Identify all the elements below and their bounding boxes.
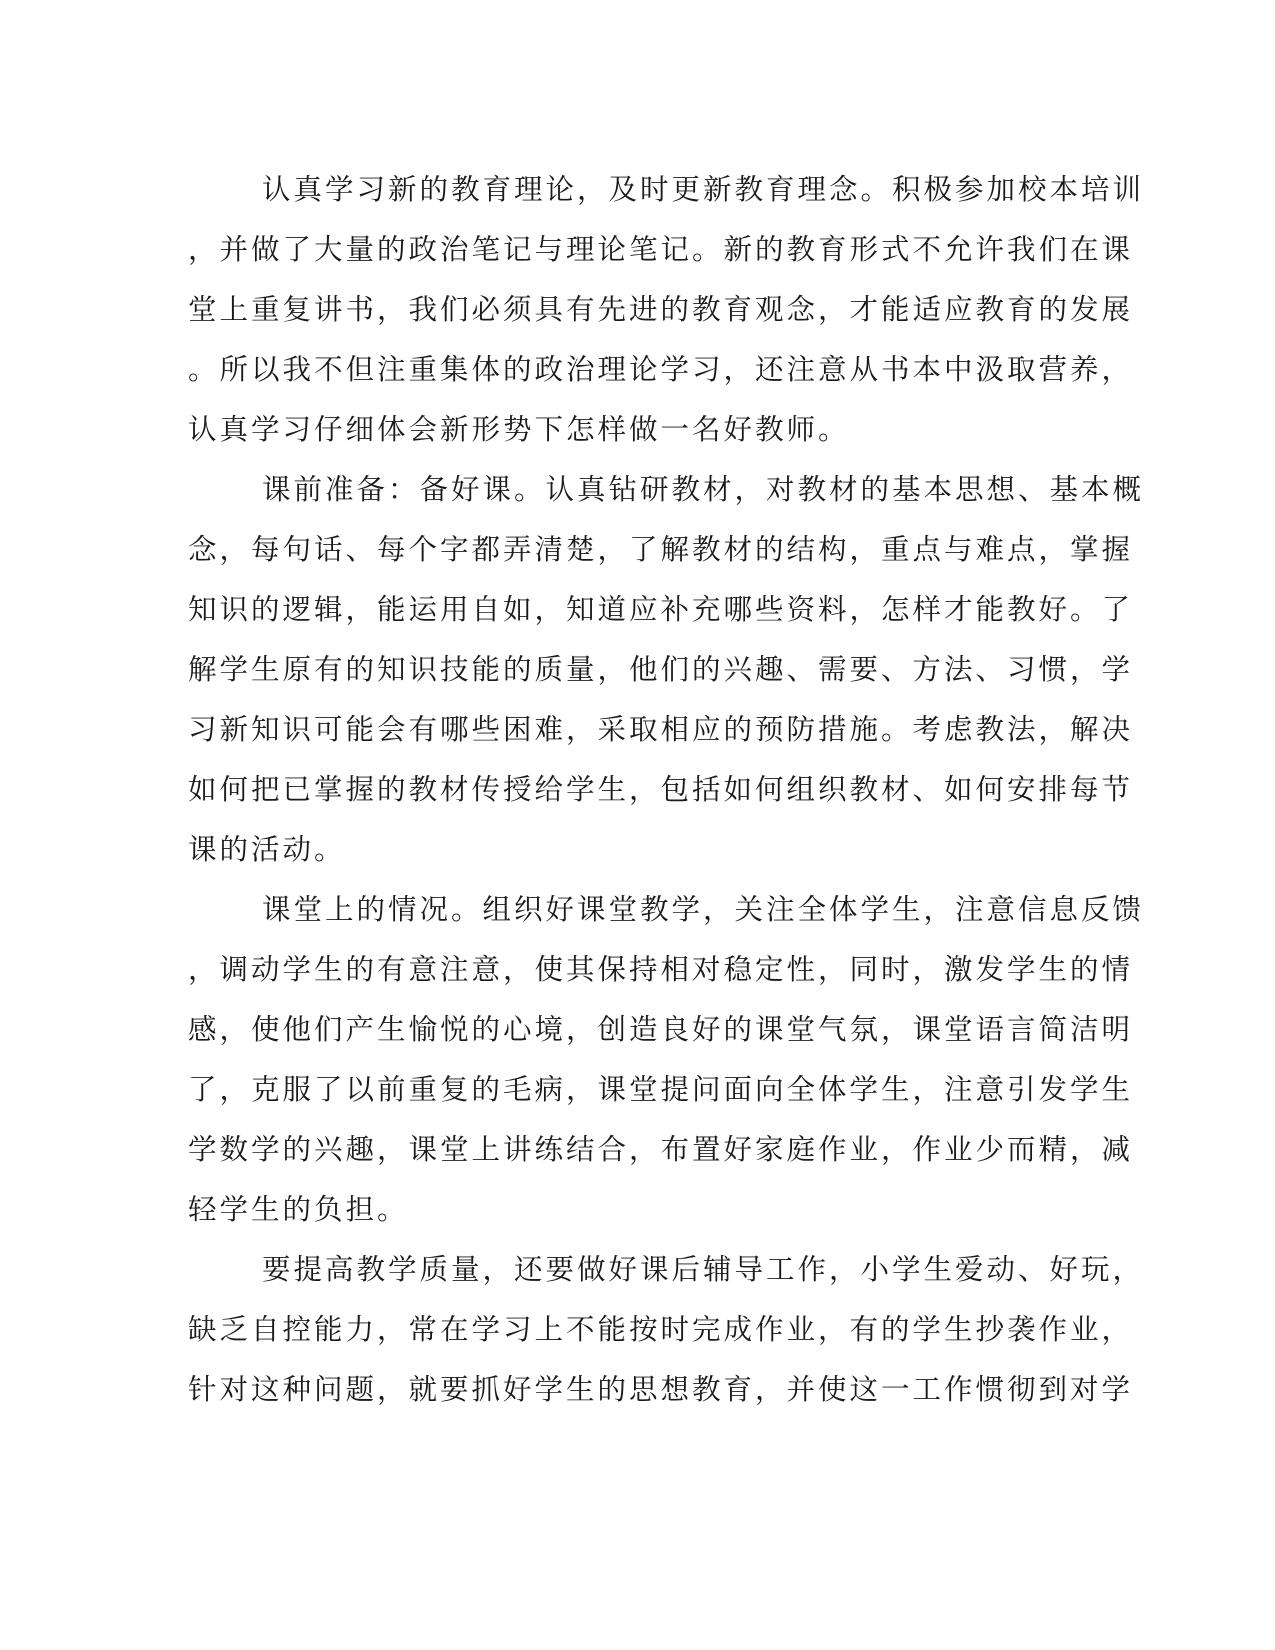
paragraph-line: 要提高教学质量，还要做好课后辅导工作，小学生爱动、好玩，: [262, 1253, 1145, 1286]
paragraph-line: 认真学习新的教育理论，及时更新教育理念。积极参加校本培训: [262, 173, 1145, 206]
paragraph-line: 。所以我不但注重集体的政治理论学习，还注意从书本中汲取营养，: [188, 353, 1134, 386]
paragraph-line: 了，克服了以前重复的毛病，课堂提问面向全体学生，注意引发学生: [188, 1073, 1134, 1106]
paragraph-line: 针对这种问题，就要抓好学生的思想教育，并使这一工作惯彻到对学: [188, 1373, 1134, 1406]
paragraph-line: 堂上重复讲书，我们必须具有先进的教育观念，才能适应教育的发展: [188, 293, 1134, 326]
paragraph-line: 认真学习仔细体会新形势下怎样做一名好教师。: [188, 413, 850, 446]
paragraph-line: 缺乏自控能力，常在学习上不能按时完成作业，有的学生抄袭作业，: [188, 1313, 1134, 1346]
paragraph-study-theory: [188, 160, 1145, 460]
paragraph-line: ，并做了大量的政治笔记与理论笔记。新的教育形式不允许我们在课: [188, 233, 1134, 266]
paragraph-line: 感，使他们产生愉悦的心境，创造良好的课堂气氛，课堂语言简洁明: [188, 1013, 1134, 1046]
paragraph-line: 轻学生的负担。: [188, 1193, 409, 1226]
paragraph-classroom: [188, 880, 1145, 1240]
paragraph-line: 课堂上的情况。组织好课堂教学，关注全体学生，注意信息反馈: [262, 893, 1145, 926]
body-text: [188, 160, 1145, 1420]
paragraph-line: ，调动学生的有意注意，使其保持相对稳定性，同时，激发学生的情: [188, 953, 1134, 986]
paragraph-after-class: [188, 1240, 1145, 1420]
paragraph-line: 课前准备：备好课。认真钻研教材，对教材的基本思想、基本概: [262, 473, 1145, 506]
paragraph-lesson-prep: [188, 460, 1145, 880]
paragraph-line: 课的活动。: [188, 833, 346, 866]
paragraph-line: 解学生原有的知识技能的质量，他们的兴趣、需要、方法、习惯，学: [188, 653, 1134, 686]
paragraph-line: 如何把已掌握的教材传授给学生，包括如何组织教材、如何安排每节: [188, 773, 1134, 806]
paragraph-line: 知识的逻辑，能运用自如，知道应补充哪些资料，怎样才能教好。了: [188, 593, 1134, 626]
paragraph-line: 习新知识可能会有哪些困难，采取相应的预防措施。考虑教法，解决: [188, 713, 1134, 746]
paragraph-line: 学数学的兴趣，课堂上讲练结合，布置好家庭作业，作业少而精，减: [188, 1133, 1134, 1166]
paragraph-line: 念，每句话、每个字都弄清楚，了解教材的结构，重点与难点，掌握: [188, 533, 1134, 566]
